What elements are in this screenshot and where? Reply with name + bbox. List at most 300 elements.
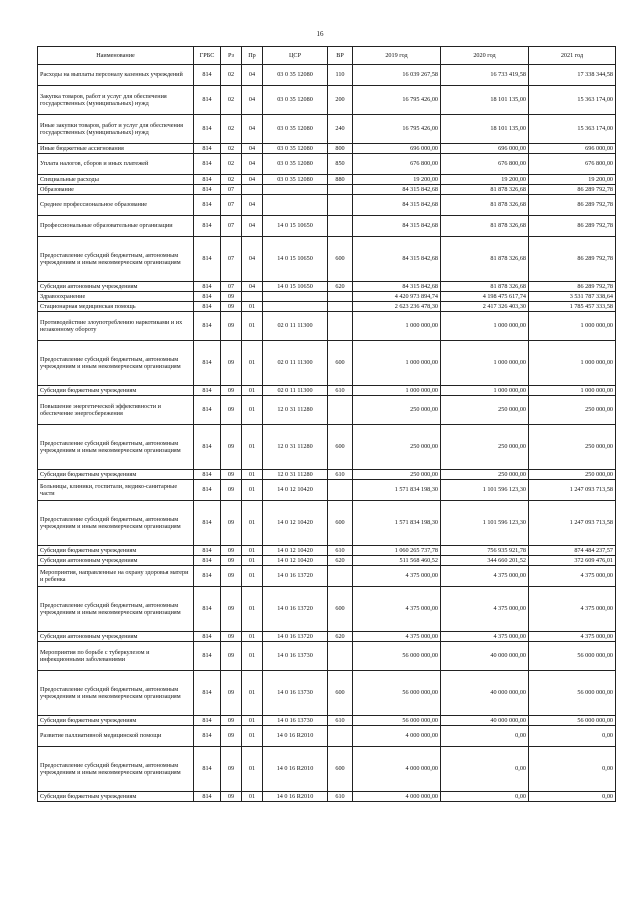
cell-vr: 600 xyxy=(328,341,353,386)
cell-rz: 09 xyxy=(221,747,242,792)
cell-vr xyxy=(328,480,353,501)
cell-csr: 14 0 16 13730 xyxy=(263,642,328,671)
table-row xyxy=(38,195,616,216)
cell-2020: 1 000 000,00 xyxy=(441,341,529,386)
cell-pr: 01 xyxy=(242,386,263,396)
cell-grbs: 814 xyxy=(194,386,221,396)
table-row xyxy=(38,566,616,587)
table-row xyxy=(38,216,616,237)
table-row xyxy=(38,86,616,115)
cell-2019: 16 039 267,58 xyxy=(353,65,441,86)
table-row xyxy=(38,396,616,425)
cell-pr: 01 xyxy=(242,341,263,386)
cell-2019: 84 315 842,68 xyxy=(353,195,441,216)
cell-vr: 600 xyxy=(328,501,353,546)
cell-2020: 4 375 000,00 xyxy=(441,587,529,632)
table-row xyxy=(38,386,616,396)
cell-rz: 07 xyxy=(221,282,242,292)
cell-2021: 3 531 787 338,64 xyxy=(529,292,616,302)
cell-rz: 07 xyxy=(221,185,242,195)
cell-name: Предоставление субсидий бюджетным, автономным учреждениям и иным некоммерческим организациям xyxy=(38,341,194,386)
cell-grbs: 814 xyxy=(194,556,221,566)
cell-rz: 02 xyxy=(221,175,242,185)
cell-2019: 4 000 000,00 xyxy=(353,726,441,747)
cell-pr: 04 xyxy=(242,237,263,282)
cell-csr: 14 0 15 10650 xyxy=(263,282,328,292)
cell-pr: 01 xyxy=(242,501,263,546)
cell-grbs: 814 xyxy=(194,341,221,386)
table-row xyxy=(38,282,616,292)
cell-vr xyxy=(328,396,353,425)
cell-name: Иные бюджетные ассигнования xyxy=(38,144,194,154)
cell-grbs: 814 xyxy=(194,566,221,587)
cell-2019: 1 000 000,00 xyxy=(353,312,441,341)
cell-name: Предоставление субсидий бюджетным, автономным учреждениям и иным некоммерческим организациям xyxy=(38,671,194,716)
table-header-row xyxy=(38,47,616,65)
cell-2021: 15 363 174,00 xyxy=(529,86,616,115)
cell-grbs: 814 xyxy=(194,632,221,642)
cell-2020: 81 878 326,68 xyxy=(441,185,529,195)
cell-name: Субсидии автономным учреждениям xyxy=(38,632,194,642)
cell-csr: 02 0 11 11300 xyxy=(263,341,328,386)
cell-name: Противодействие злоупотреблению наркотиками и их незаконному обороту xyxy=(38,312,194,341)
cell-2021: 676 800,00 xyxy=(529,154,616,175)
cell-grbs: 814 xyxy=(194,175,221,185)
cell-2019: 250 000,00 xyxy=(353,470,441,480)
cell-pr: 01 xyxy=(242,302,263,312)
cell-rz: 09 xyxy=(221,671,242,716)
table-row xyxy=(38,115,616,144)
cell-2019: 1 000 000,00 xyxy=(353,386,441,396)
table-row xyxy=(38,470,616,480)
cell-2019: 1 000 000,00 xyxy=(353,341,441,386)
cell-vr xyxy=(328,292,353,302)
cell-vr: 610 xyxy=(328,716,353,726)
cell-csr: 12 0 31 11280 xyxy=(263,425,328,470)
cell-2019: 19 200,00 xyxy=(353,175,441,185)
cell-pr: 01 xyxy=(242,671,263,716)
cell-rz: 07 xyxy=(221,216,242,237)
cell-2020: 676 800,00 xyxy=(441,154,529,175)
cell-csr xyxy=(263,302,328,312)
cell-vr: 600 xyxy=(328,237,353,282)
cell-rz: 02 xyxy=(221,115,242,144)
cell-2020: 2 417 326 403,30 xyxy=(441,302,529,312)
cell-grbs: 814 xyxy=(194,587,221,632)
cell-grbs: 814 xyxy=(194,501,221,546)
table-row xyxy=(38,726,616,747)
cell-pr: 04 xyxy=(242,175,263,185)
cell-2020: 18 101 135,00 xyxy=(441,86,529,115)
cell-grbs: 814 xyxy=(194,302,221,312)
cell-vr xyxy=(328,216,353,237)
cell-vr: 880 xyxy=(328,175,353,185)
cell-rz: 09 xyxy=(221,566,242,587)
cell-name: Субсидии бюджетным учреждениям xyxy=(38,546,194,556)
table-row xyxy=(38,144,616,154)
cell-2019: 1 571 834 198,30 xyxy=(353,480,441,501)
cell-csr: 14 0 12 10420 xyxy=(263,480,328,501)
cell-pr: 04 xyxy=(242,65,263,86)
cell-2021: 86 289 792,78 xyxy=(529,185,616,195)
table-row xyxy=(38,154,616,175)
cell-name: Предоставление субсидий бюджетным, автономным учреждениям и иным некоммерческим организациям xyxy=(38,425,194,470)
cell-rz: 09 xyxy=(221,556,242,566)
cell-2019: 1 571 834 198,30 xyxy=(353,501,441,546)
cell-2020: 16 733 419,58 xyxy=(441,65,529,86)
cell-name: Субсидии автономным учреждениям xyxy=(38,282,194,292)
cell-pr: 01 xyxy=(242,726,263,747)
cell-grbs: 814 xyxy=(194,115,221,144)
cell-2019: 16 795 426,00 xyxy=(353,86,441,115)
cell-vr: 850 xyxy=(328,154,353,175)
cell-pr: 01 xyxy=(242,716,263,726)
cell-name: Расходы на выплаты персоналу казенных учреждений xyxy=(38,65,194,86)
cell-2021: 372 609 476,01 xyxy=(529,556,616,566)
cell-pr: 04 xyxy=(242,195,263,216)
table-row xyxy=(38,292,616,302)
cell-name: Больницы, клиники, госпитали, медико-санитарные части xyxy=(38,480,194,501)
table-row xyxy=(38,671,616,716)
cell-name: Среднее профессиональное образование xyxy=(38,195,194,216)
cell-pr: 01 xyxy=(242,587,263,632)
cell-pr: 01 xyxy=(242,312,263,341)
cell-name: Субсидии автономным учреждениям xyxy=(38,556,194,566)
cell-2020: 18 101 135,00 xyxy=(441,115,529,144)
table-row xyxy=(38,175,616,185)
col-header-grbs: ГРБС xyxy=(194,47,221,65)
cell-name: Развитие паллиативной медицинской помощи xyxy=(38,726,194,747)
cell-2019: 1 060 265 737,78 xyxy=(353,546,441,556)
cell-2020: 250 000,00 xyxy=(441,470,529,480)
table-row xyxy=(38,237,616,282)
cell-rz: 09 xyxy=(221,302,242,312)
cell-2021: 4 375 000,00 xyxy=(529,587,616,632)
cell-name: Повышение энергетической эффективности и обеспечение энергосбережения xyxy=(38,396,194,425)
cell-2019: 84 315 842,68 xyxy=(353,185,441,195)
cell-name: Субсидии бюджетным учреждениям xyxy=(38,386,194,396)
cell-csr: 02 0 11 11300 xyxy=(263,386,328,396)
page-number: 16 xyxy=(316,30,324,38)
cell-pr: 01 xyxy=(242,792,263,802)
cell-2020: 696 000,00 xyxy=(441,144,529,154)
cell-2021: 4 375 000,00 xyxy=(529,566,616,587)
cell-2021: 56 000 000,00 xyxy=(529,716,616,726)
cell-pr: 04 xyxy=(242,216,263,237)
cell-rz: 09 xyxy=(221,632,242,642)
cell-2019: 4 375 000,00 xyxy=(353,566,441,587)
cell-vr: 800 xyxy=(328,144,353,154)
cell-name: Иные закупки товаров, работ и услуг для обеспечения государственных (муниципальных) нужд xyxy=(38,115,194,144)
cell-rz: 09 xyxy=(221,501,242,546)
cell-grbs: 814 xyxy=(194,470,221,480)
cell-2020: 250 000,00 xyxy=(441,425,529,470)
cell-2020: 81 878 326,68 xyxy=(441,237,529,282)
cell-name: Образование xyxy=(38,185,194,195)
cell-vr: 200 xyxy=(328,86,353,115)
cell-grbs: 814 xyxy=(194,642,221,671)
cell-csr: 14 0 16 13720 xyxy=(263,587,328,632)
cell-rz: 09 xyxy=(221,546,242,556)
cell-csr xyxy=(263,292,328,302)
cell-2020: 1 000 000,00 xyxy=(441,312,529,341)
cell-pr: 01 xyxy=(242,642,263,671)
cell-grbs: 814 xyxy=(194,237,221,282)
cell-csr: 14 0 16 13720 xyxy=(263,566,328,587)
cell-grbs: 814 xyxy=(194,185,221,195)
col-header-2019: 2019 год xyxy=(353,47,441,65)
cell-csr: 12 0 31 11280 xyxy=(263,470,328,480)
table-row xyxy=(38,546,616,556)
cell-pr xyxy=(242,292,263,302)
cell-2020: 1 101 596 123,30 xyxy=(441,501,529,546)
cell-vr: 600 xyxy=(328,747,353,792)
cell-name: Предоставление субсидий бюджетным, автономным учреждениям и иным некоммерческим организациям xyxy=(38,747,194,792)
cell-2020: 81 878 326,68 xyxy=(441,195,529,216)
cell-2020: 0,00 xyxy=(441,726,529,747)
cell-rz: 07 xyxy=(221,195,242,216)
cell-2020: 19 200,00 xyxy=(441,175,529,185)
cell-vr xyxy=(328,185,353,195)
cell-2019: 696 000,00 xyxy=(353,144,441,154)
cell-pr: 01 xyxy=(242,470,263,480)
cell-2021: 250 000,00 xyxy=(529,396,616,425)
table-row xyxy=(38,642,616,671)
cell-name: Специальные расходы xyxy=(38,175,194,185)
cell-grbs: 814 xyxy=(194,86,221,115)
cell-grbs: 814 xyxy=(194,716,221,726)
table-row xyxy=(38,65,616,86)
cell-grbs: 814 xyxy=(194,282,221,292)
table-row xyxy=(38,341,616,386)
cell-csr: 14 0 12 10420 xyxy=(263,556,328,566)
table-row xyxy=(38,185,616,195)
table-row xyxy=(38,302,616,312)
cell-vr: 610 xyxy=(328,792,353,802)
cell-csr: 03 0 35 12080 xyxy=(263,65,328,86)
cell-2020: 344 660 201,52 xyxy=(441,556,529,566)
cell-2020: 40 000 000,00 xyxy=(441,642,529,671)
cell-vr: 610 xyxy=(328,546,353,556)
cell-2020: 4 375 000,00 xyxy=(441,566,529,587)
cell-grbs: 814 xyxy=(194,312,221,341)
cell-2021: 696 000,00 xyxy=(529,144,616,154)
cell-vr xyxy=(328,312,353,341)
cell-grbs: 814 xyxy=(194,546,221,556)
cell-name: Субсидии бюджетным учреждениям xyxy=(38,792,194,802)
cell-csr: 14 0 15 10650 xyxy=(263,237,328,282)
cell-vr: 610 xyxy=(328,386,353,396)
cell-2019: 56 000 000,00 xyxy=(353,716,441,726)
cell-name: Предоставление субсидий бюджетным, автономным учреждениям и иным некоммерческим организациям xyxy=(38,501,194,546)
cell-vr: 610 xyxy=(328,470,353,480)
col-header-rz: Рз xyxy=(221,47,242,65)
cell-rz: 09 xyxy=(221,292,242,302)
cell-2021: 250 000,00 xyxy=(529,425,616,470)
cell-name: Предоставление субсидий бюджетным, автономным учреждениям и иным некоммерческим организациям xyxy=(38,237,194,282)
cell-pr: 04 xyxy=(242,282,263,292)
cell-csr: 03 0 35 12080 xyxy=(263,144,328,154)
cell-grbs: 814 xyxy=(194,671,221,716)
cell-pr: 01 xyxy=(242,425,263,470)
cell-grbs: 814 xyxy=(194,154,221,175)
cell-rz: 02 xyxy=(221,154,242,175)
cell-2019: 676 800,00 xyxy=(353,154,441,175)
cell-2021: 86 289 792,78 xyxy=(529,237,616,282)
cell-2020: 40 000 000,00 xyxy=(441,716,529,726)
cell-2020: 4 198 475 617,74 xyxy=(441,292,529,302)
cell-pr xyxy=(242,185,263,195)
cell-2020: 1 101 596 123,30 xyxy=(441,480,529,501)
cell-2021: 1 247 093 713,58 xyxy=(529,501,616,546)
cell-rz: 09 xyxy=(221,792,242,802)
cell-pr: 04 xyxy=(242,115,263,144)
cell-vr xyxy=(328,566,353,587)
cell-2019: 2 623 236 478,30 xyxy=(353,302,441,312)
cell-2019: 84 315 842,68 xyxy=(353,282,441,292)
cell-grbs: 814 xyxy=(194,425,221,470)
cell-pr: 01 xyxy=(242,632,263,642)
cell-grbs: 814 xyxy=(194,726,221,747)
cell-vr: 620 xyxy=(328,282,353,292)
cell-2020: 4 375 000,00 xyxy=(441,632,529,642)
cell-2019: 56 000 000,00 xyxy=(353,671,441,716)
cell-2021: 19 200,00 xyxy=(529,175,616,185)
cell-csr: 03 0 35 12080 xyxy=(263,86,328,115)
cell-name: Мероприятия по борьбе с туберкулезом и инфекционными заболеваниями xyxy=(38,642,194,671)
cell-rz: 02 xyxy=(221,65,242,86)
cell-2019: 4 000 000,00 xyxy=(353,747,441,792)
cell-2021: 56 000 000,00 xyxy=(529,642,616,671)
cell-2019: 4 000 000,00 xyxy=(353,792,441,802)
table-row xyxy=(38,425,616,470)
cell-pr: 01 xyxy=(242,396,263,425)
cell-csr xyxy=(263,195,328,216)
cell-2020: 81 878 326,68 xyxy=(441,282,529,292)
cell-name: Субсидии бюджетным учреждениям xyxy=(38,716,194,726)
cell-grbs: 814 xyxy=(194,480,221,501)
cell-vr: 620 xyxy=(328,556,353,566)
cell-grbs: 814 xyxy=(194,792,221,802)
cell-pr: 01 xyxy=(242,556,263,566)
cell-vr xyxy=(328,642,353,671)
cell-vr xyxy=(328,195,353,216)
cell-rz: 09 xyxy=(221,386,242,396)
cell-2021: 86 289 792,78 xyxy=(529,216,616,237)
cell-vr: 600 xyxy=(328,587,353,632)
cell-2020: 81 878 326,68 xyxy=(441,216,529,237)
cell-2019: 511 568 460,52 xyxy=(353,556,441,566)
cell-2021: 1 785 457 333,58 xyxy=(529,302,616,312)
cell-rz: 02 xyxy=(221,86,242,115)
cell-grbs: 814 xyxy=(194,292,221,302)
col-header-2021: 2021 год xyxy=(529,47,616,65)
cell-rz: 09 xyxy=(221,726,242,747)
cell-2021: 0,00 xyxy=(529,726,616,747)
cell-2021: 1 000 000,00 xyxy=(529,312,616,341)
cell-rz: 09 xyxy=(221,396,242,425)
cell-2019: 250 000,00 xyxy=(353,425,441,470)
cell-rz: 09 xyxy=(221,425,242,470)
cell-pr: 01 xyxy=(242,546,263,556)
cell-csr: 14 0 16 R2010 xyxy=(263,726,328,747)
cell-2021: 56 000 000,00 xyxy=(529,671,616,716)
cell-grbs: 814 xyxy=(194,144,221,154)
col-header-pr: Пр xyxy=(242,47,263,65)
cell-2019: 4 420 973 894,74 xyxy=(353,292,441,302)
col-header-vr: ВР xyxy=(328,47,353,65)
table-row xyxy=(38,480,616,501)
cell-rz: 09 xyxy=(221,341,242,386)
cell-2020: 756 935 921,78 xyxy=(441,546,529,556)
cell-2021: 1 000 000,00 xyxy=(529,386,616,396)
cell-rz: 09 xyxy=(221,642,242,671)
table-row xyxy=(38,501,616,546)
cell-csr: 14 0 12 10420 xyxy=(263,546,328,556)
table-row xyxy=(38,556,616,566)
cell-vr xyxy=(328,302,353,312)
cell-2020: 250 000,00 xyxy=(441,396,529,425)
table-row xyxy=(38,716,616,726)
cell-name: Здравоохранение xyxy=(38,292,194,302)
cell-2021: 250 000,00 xyxy=(529,470,616,480)
cell-2020: 0,00 xyxy=(441,747,529,792)
cell-2021: 1 247 093 713,58 xyxy=(529,480,616,501)
col-header-name: Наименование xyxy=(38,47,194,65)
table-row xyxy=(38,632,616,642)
cell-pr: 04 xyxy=(242,86,263,115)
cell-2021: 0,00 xyxy=(529,792,616,802)
cell-name: Закупка товаров, работ и услуг для обеспечения государственных (муниципальных) нужд xyxy=(38,86,194,115)
cell-csr: 14 0 15 10650 xyxy=(263,216,328,237)
cell-2019: 4 375 000,00 xyxy=(353,632,441,642)
cell-2021: 0,00 xyxy=(529,747,616,792)
cell-csr: 02 0 11 11300 xyxy=(263,312,328,341)
cell-csr xyxy=(263,185,328,195)
cell-2021: 874 484 237,57 xyxy=(529,546,616,556)
cell-csr: 03 0 35 12080 xyxy=(263,115,328,144)
cell-vr: 620 xyxy=(328,632,353,642)
cell-rz: 09 xyxy=(221,312,242,341)
cell-2019: 4 375 000,00 xyxy=(353,587,441,632)
cell-grbs: 814 xyxy=(194,195,221,216)
budget-table xyxy=(37,46,616,802)
cell-2019: 16 795 426,00 xyxy=(353,115,441,144)
cell-2020: 40 000 000,00 xyxy=(441,671,529,716)
cell-vr: 600 xyxy=(328,671,353,716)
cell-2020: 0,00 xyxy=(441,792,529,802)
cell-name: Уплата налогов, сборов и иных платежей xyxy=(38,154,194,175)
cell-name: Стационарная медицинская помощь xyxy=(38,302,194,312)
cell-2021: 86 289 792,78 xyxy=(529,282,616,292)
cell-2019: 250 000,00 xyxy=(353,396,441,425)
cell-vr: 600 xyxy=(328,425,353,470)
cell-vr: 110 xyxy=(328,65,353,86)
cell-2019: 56 000 000,00 xyxy=(353,642,441,671)
cell-rz: 07 xyxy=(221,237,242,282)
cell-2021: 1 000 000,00 xyxy=(529,341,616,386)
col-header-csr: ЦСР xyxy=(263,47,328,65)
cell-2019: 84 315 842,68 xyxy=(353,237,441,282)
table-row xyxy=(38,587,616,632)
cell-csr: 14 0 16 13730 xyxy=(263,716,328,726)
cell-2019: 84 315 842,68 xyxy=(353,216,441,237)
cell-pr: 01 xyxy=(242,747,263,792)
cell-csr: 14 0 12 10420 xyxy=(263,501,328,546)
cell-grbs: 814 xyxy=(194,747,221,792)
cell-2021: 86 289 792,78 xyxy=(529,195,616,216)
cell-grbs: 814 xyxy=(194,396,221,425)
